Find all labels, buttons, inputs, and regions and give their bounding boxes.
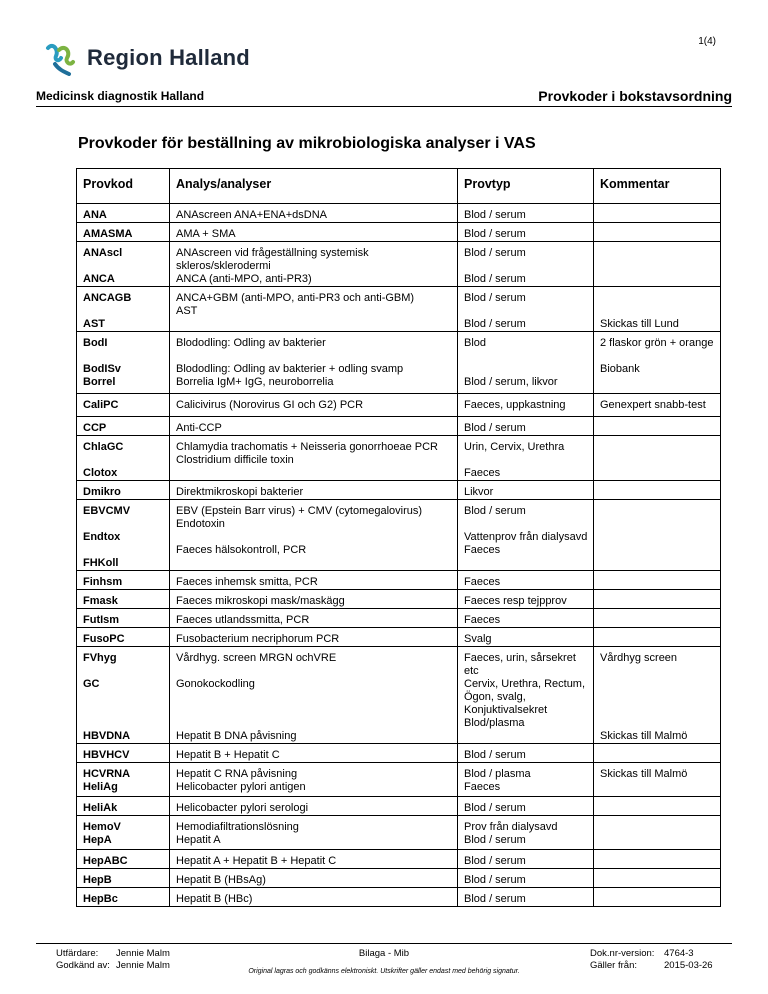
cell-comment <box>594 869 721 888</box>
cell-analysis: Blododling: Odling av bakterier Blododling: Odling av bakterier + odling svamp Borrelia IgM+ IgG, neuroborrelia <box>170 332 458 394</box>
cell-code: BodI BodISv Borrel <box>77 332 170 394</box>
footer-note: Original lagras och godkänns elektroniskt. Utskrifter gäller endast med behörig signatur. <box>248 968 520 975</box>
cell-type: Faeces, urin, sårsekret etc Cervix, Urethra, Rectum, Ögon, svalg, Konjuktivalsekret Blod/plasma <box>458 647 594 744</box>
cell-type: Blod / serum <box>458 744 594 763</box>
cell-analysis: Hepatit B (HBc) <box>170 888 458 907</box>
cell-analysis: ANCA+GBM (anti-MPO, anti-PR3 och anti-GBM) AST <box>170 287 458 332</box>
logo-icon <box>45 40 81 76</box>
cell-comment: Skickas till Lund <box>594 287 721 332</box>
cell-analysis: Hepatit A + Hepatit B + Hepatit C <box>170 850 458 869</box>
cell-comment <box>594 850 721 869</box>
cell-type: Blod / serum Blod / serum <box>458 242 594 287</box>
cell-analysis: Vårdhyg. screen MRGN ochVRE Gonokockodling Hepatit B DNA påvisning <box>170 647 458 744</box>
table-row <box>77 436 721 481</box>
cell-analysis: Hemodiafiltrationslösning Hepatit A <box>170 816 458 850</box>
cell-code: CaliPC <box>77 394 170 417</box>
cell-type: Blod / serum Vattenprov från dialysavd Faeces <box>458 500 594 571</box>
approver-label: Godkänd av: <box>56 960 110 971</box>
footer-divider <box>36 943 732 944</box>
cell-comment <box>594 417 721 436</box>
header-code: Provkod <box>77 169 170 204</box>
cell-analysis: EBV (Epstein Barr virus) + CMV (cytomegalovirus) Endotoxin Faeces hälsokontroll, PCR <box>170 500 458 571</box>
cell-type: Blod / serum <box>458 869 594 888</box>
cell-comment: Genexpert snabb-test <box>594 394 721 417</box>
table-row <box>77 287 721 332</box>
document-title: Provkoder i bokstavsordning <box>538 88 732 104</box>
cell-comment <box>594 500 721 571</box>
version-value: 4764-3 <box>664 948 694 959</box>
cell-analysis: Direktmikroskopi bakterier <box>170 481 458 500</box>
cell-analysis: Anti-CCP <box>170 417 458 436</box>
cell-type: Faeces, uppkastning <box>458 394 594 417</box>
version-label: Dok.nr-version: <box>590 948 655 959</box>
cell-code: Dmikro <box>77 481 170 500</box>
cell-code: FVhyg GC HBVDNA <box>77 647 170 744</box>
cell-analysis: Hepatit B (HBsAg) <box>170 869 458 888</box>
table-row <box>77 223 721 242</box>
cell-code: HCVRNA HeliAg <box>77 763 170 797</box>
cell-type: Blod / serum Blod / serum <box>458 287 594 332</box>
table-row <box>77 571 721 590</box>
cell-code: ANCAGB AST <box>77 287 170 332</box>
approver-name: Jennie Malm <box>116 960 170 971</box>
cell-type: Blod / serum <box>458 417 594 436</box>
cell-analysis: Faeces utlandssmitta, PCR <box>170 609 458 628</box>
table-row <box>77 816 721 850</box>
page-title: Provkoder för beställning av mikrobiologiska analyser i VAS <box>78 135 536 152</box>
cell-code: HBVHCV <box>77 744 170 763</box>
sample-code-table <box>76 168 721 907</box>
cell-analysis: Calicivirus (Norovirus GI och G2) PCR <box>170 394 458 417</box>
issuer-label: Utfärdare: <box>56 948 99 959</box>
cell-type: Prov från dialysavd Blod / serum <box>458 816 594 850</box>
region-halland-logo <box>45 38 250 78</box>
table-row <box>77 869 721 888</box>
cell-analysis: Chlamydia trachomatis + Neisseria gonorrhoeae PCR Clostridium difficile toxin <box>170 436 458 481</box>
valid-label: Gäller från: <box>590 960 637 971</box>
table-header-row <box>77 169 721 204</box>
table-row <box>77 242 721 287</box>
footer-document-info <box>590 948 713 972</box>
cell-comment <box>594 888 721 907</box>
table-row <box>77 394 721 417</box>
table-row <box>77 744 721 763</box>
cell-type: Likvor <box>458 481 594 500</box>
cell-analysis: Faeces mikroskopi mask/maskägg <box>170 590 458 609</box>
cell-code: AMASMA <box>77 223 170 242</box>
cell-analysis: Hepatit C RNA påvisning Helicobacter pylori antigen <box>170 763 458 797</box>
table-row <box>77 797 721 816</box>
cell-code: ChlaGC Clotox <box>77 436 170 481</box>
header-analysis: Analys/analyser <box>170 169 458 204</box>
cell-code: HeliAk <box>77 797 170 816</box>
valid-value: 2015-03-26 <box>664 960 713 971</box>
logo-text: Region Halland <box>87 45 250 70</box>
cell-analysis: ANAscreen vid frågeställning systemisk skleros/sklerodermi ANCA (anti-MPO, anti-PR3) <box>170 242 458 287</box>
cell-code: HepB <box>77 869 170 888</box>
cell-code: FutIsm <box>77 609 170 628</box>
table-row <box>77 888 721 907</box>
cell-code: FusoPC <box>77 628 170 647</box>
cell-code: Finhsm <box>77 571 170 590</box>
cell-type: Svalg <box>458 628 594 647</box>
header-bar <box>36 86 732 107</box>
cell-type: Blod / serum <box>458 850 594 869</box>
cell-code: ANAscl ANCA <box>77 242 170 287</box>
cell-comment <box>594 816 721 850</box>
cell-comment <box>594 797 721 816</box>
cell-code: Fmask <box>77 590 170 609</box>
cell-code: HepBc <box>77 888 170 907</box>
cell-comment <box>594 628 721 647</box>
cell-comment <box>594 223 721 242</box>
cell-comment <box>594 744 721 763</box>
cell-type: Blod / serum <box>458 223 594 242</box>
cell-code: HemoV HepA <box>77 816 170 850</box>
cell-analysis: Hepatit B + Hepatit C <box>170 744 458 763</box>
header-comment: Kommentar <box>594 169 721 204</box>
table-row <box>77 628 721 647</box>
cell-type: Blod / serum <box>458 797 594 816</box>
cell-type: Blod / serum <box>458 888 594 907</box>
cell-comment <box>594 242 721 287</box>
cell-comment <box>594 204 721 223</box>
cell-comment: Skickas till Malmö <box>594 763 721 797</box>
cell-type: Faeces resp tejpprov <box>458 590 594 609</box>
table-row <box>77 647 721 744</box>
issuer-name: Jennie Malm <box>116 948 170 959</box>
cell-comment <box>594 436 721 481</box>
page-number: 1(4) <box>698 36 716 47</box>
cell-analysis: Faeces inhemsk smitta, PCR <box>170 571 458 590</box>
table-row <box>77 332 721 394</box>
cell-type: Faeces <box>458 609 594 628</box>
cell-comment: 2 flaskor grön + orange Biobank <box>594 332 721 394</box>
cell-analysis: Helicobacter pylori serologi <box>170 797 458 816</box>
cell-comment <box>594 609 721 628</box>
table-row <box>77 590 721 609</box>
table-row <box>77 609 721 628</box>
cell-analysis: Fusobacterium necriphorum PCR <box>170 628 458 647</box>
header-type: Provtyp <box>458 169 594 204</box>
cell-code: CCP <box>77 417 170 436</box>
cell-type: Blod Blod / serum, likvor <box>458 332 594 394</box>
cell-code: EBVCMV Endtox FHKoll <box>77 500 170 571</box>
cell-comment: Vårdhyg screen Skickas till Malmö <box>594 647 721 744</box>
cell-comment <box>594 571 721 590</box>
cell-type: Faeces <box>458 571 594 590</box>
cell-comment <box>594 590 721 609</box>
cell-type: Blod / serum <box>458 204 594 223</box>
cell-code: ANA <box>77 204 170 223</box>
cell-analysis: AMA + SMA <box>170 223 458 242</box>
table-row <box>77 481 721 500</box>
cell-code: HepABC <box>77 850 170 869</box>
footer-center: Bilaga - Mib <box>358 948 410 959</box>
cell-comment <box>594 481 721 500</box>
table-row <box>77 850 721 869</box>
cell-type: Urin, Cervix, Urethra Faeces <box>458 436 594 481</box>
table-row <box>77 500 721 571</box>
table-row <box>77 417 721 436</box>
cell-type: Blod / plasma Faeces <box>458 763 594 797</box>
department-name: Medicinsk diagnostik Halland <box>36 89 205 103</box>
table-row <box>77 204 721 223</box>
table-row <box>77 763 721 797</box>
cell-analysis: ANAscreen ANA+ENA+dsDNA <box>170 204 458 223</box>
